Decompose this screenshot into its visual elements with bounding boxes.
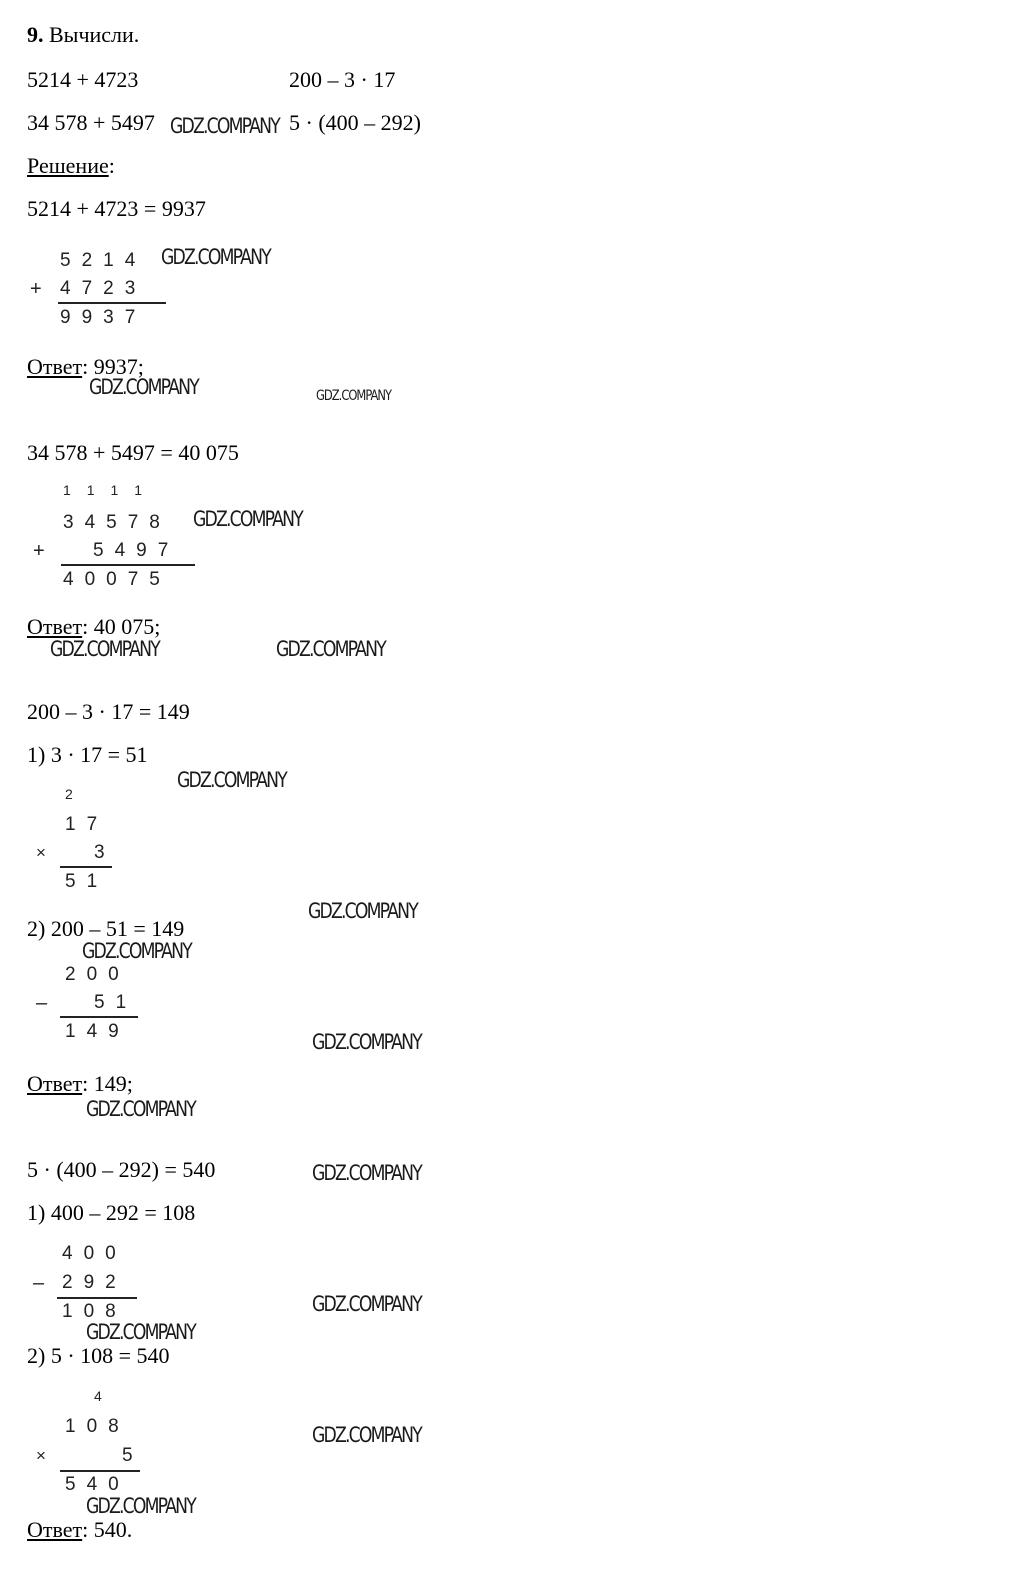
p1-col-line [58, 302, 166, 304]
p1-answer-value: : 9937; [82, 354, 144, 379]
p2-equation: 34 578 + 5497 = 40 075 [27, 440, 239, 465]
p2-col-line [61, 564, 195, 566]
watermark: GDZ.COMPANY [86, 1494, 195, 1518]
p2-col-op: + [33, 540, 45, 562]
watermark: GDZ.COMPANY [89, 375, 198, 399]
watermark: GDZ.COMPANY [161, 245, 270, 269]
watermark: GDZ.COMPANY [312, 1423, 421, 1447]
p4-col2-line [60, 1470, 140, 1472]
p4-step2: 2) 5 · 108 = 540 [27, 1343, 170, 1368]
p2-col-result: 40075 [63, 569, 171, 590]
p4-col1-result: 108 [62, 1301, 127, 1322]
watermark: GDZ.COMPANY [86, 1320, 195, 1344]
p4-col1-op: – [33, 1272, 45, 1294]
p1-col-row1: 5214 [60, 250, 147, 271]
watermark: GDZ.COMPANY [312, 1161, 421, 1185]
p2-col-row1: 34578 [63, 512, 171, 533]
p3-col2-line [60, 1016, 138, 1018]
p3-col2-result: 149 [65, 1021, 130, 1042]
p3-col2-row2: 51 [94, 992, 138, 1013]
solution-heading-line [27, 153, 115, 179]
p3-col1-carry: 2 [65, 786, 90, 802]
p3-col2-op: – [36, 992, 48, 1014]
p3-answer-value: : 149; [82, 1071, 133, 1096]
exercise-1: 5214 + 4723 [27, 67, 139, 92]
exercise-3: 34 578 + 5497 [27, 110, 155, 135]
p1-col-op: + [30, 278, 42, 300]
p2-col-row2: 5497 [93, 540, 180, 561]
watermark: GDZ.COMPANY [50, 637, 159, 661]
watermark: GDZ.COMPANY [312, 1292, 421, 1316]
p4-col1-line [57, 1297, 137, 1299]
task-header [27, 22, 139, 48]
p3-equation: 200 – 3 · 17 = 149 [27, 699, 190, 724]
p3-col1-result: 51 [65, 871, 109, 892]
p3-col1-row1: 17 [65, 814, 109, 835]
p4-equation: 5 · (400 – 292) = 540 [27, 1157, 216, 1182]
p3-col1-op: × [36, 843, 46, 862]
p2-answer-label: Ответ [27, 614, 83, 639]
p4-col2-op: × [36, 1446, 46, 1465]
p4-answer-label: Ответ [27, 1517, 83, 1542]
p3-col1-row2: 3 [94, 842, 116, 863]
p3-step1: 1) 3 · 17 = 51 [27, 742, 148, 767]
watermark: GDZ.COMPANY [276, 637, 385, 661]
watermark: GDZ.COMPANY [193, 507, 302, 531]
p4-col2-result: 540 [65, 1474, 130, 1495]
watermark: GDZ.COMPANY [170, 114, 279, 138]
p4-col1-row2: 292 [62, 1272, 127, 1293]
p4-col1-row1: 400 [62, 1243, 127, 1264]
p1-equation: 5214 + 4723 = 9937 [27, 196, 206, 221]
task-title: Вычисли. [49, 22, 140, 47]
exercise-2: 200 – 3 · 17 [289, 67, 396, 92]
p3-step2: 2) 200 – 51 = 149 [27, 916, 185, 941]
p4-answer-line [27, 1517, 132, 1543]
p2-col-carry: 1111 [63, 482, 160, 498]
p3-col1-line [60, 866, 112, 868]
watermark: GDZ.COMPANY [82, 939, 191, 963]
p1-col-result: 9937 [60, 307, 147, 328]
p3-col2-row1: 200 [65, 964, 130, 985]
p4-col2-row1: 108 [65, 1416, 130, 1437]
solution-heading: Решение [27, 153, 109, 178]
p4-step1: 1) 400 – 292 = 108 [27, 1200, 196, 1225]
p3-answer-label: Ответ [27, 1071, 83, 1096]
p4-col2-carry: 4 [94, 1388, 119, 1404]
p1-col-row2: 4723 [60, 278, 147, 299]
p2-answer-value: : 40 075; [82, 614, 161, 639]
watermark: GDZ.COMPANY [312, 1030, 421, 1054]
solution-colon: : [108, 153, 115, 178]
task-number: 9. [27, 22, 44, 47]
watermark: GDZ.COMPANY [308, 899, 417, 923]
p4-answer-value: : 540. [82, 1517, 133, 1542]
watermark: GDZ.COMPANY [177, 768, 286, 792]
p4-col2-row2: 5 [122, 1445, 144, 1466]
watermark: GDZ.COMPANY [86, 1097, 195, 1121]
p1-answer-label: Ответ [27, 354, 83, 379]
exercise-4: 5 · (400 – 292) [289, 110, 421, 135]
p3-answer-line [27, 1071, 133, 1097]
watermark: GDZ.COMPANY [316, 388, 392, 404]
